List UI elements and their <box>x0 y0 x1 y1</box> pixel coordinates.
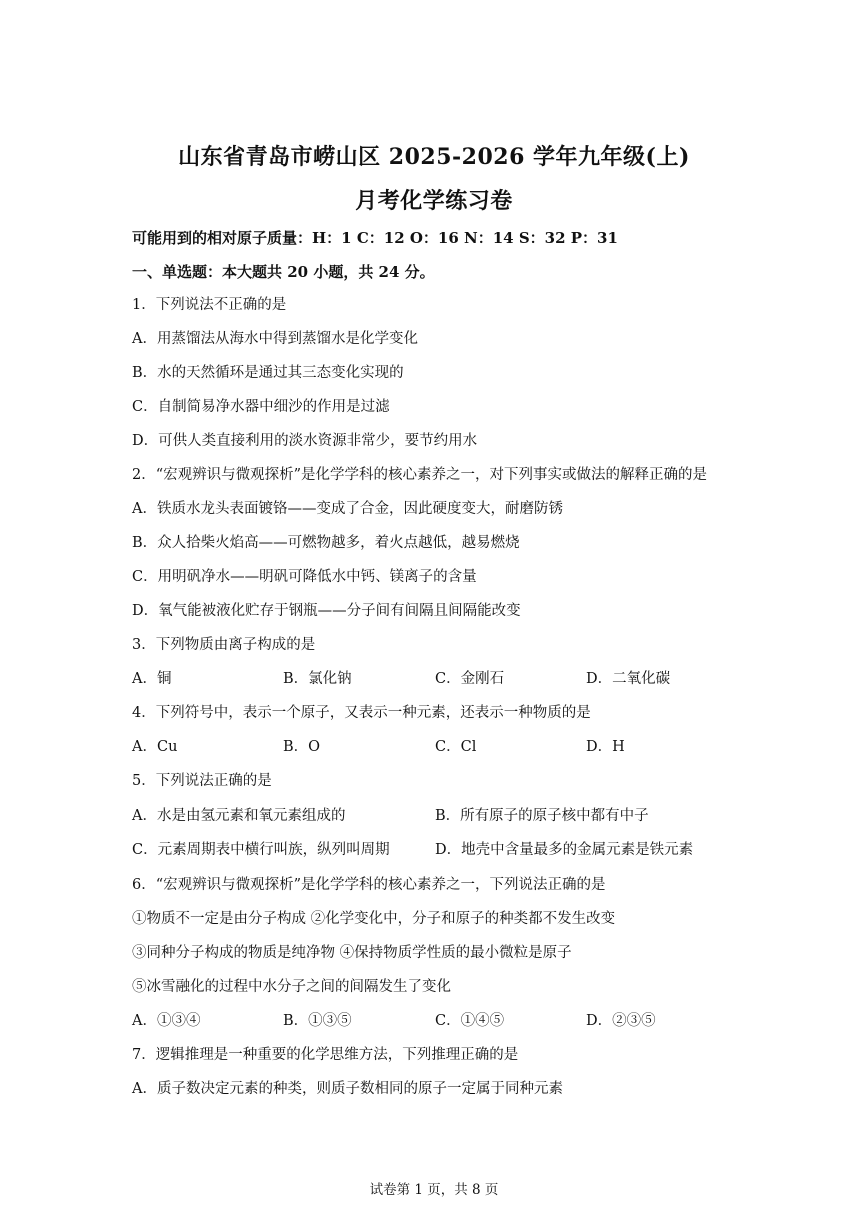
question-1-option-d: D．可供人类直接利用的淡水资源非常少，要节约用水 <box>132 433 478 449</box>
page-footer: 试卷第 1 页，共 8 页 <box>369 1182 499 1198</box>
question-1-option-c: C．自制简易净水器中细沙的作用是过滤 <box>132 399 390 415</box>
question-6-option-d: D．②③⑤ <box>586 1013 656 1029</box>
question-1-option-b: B．水的天然循环是通过其三态变化实现的 <box>132 365 404 381</box>
question-6-statements-3: ⑤冰雪融化的过程中水分子之间的间隔发生了变化 <box>132 979 451 995</box>
question-5-option-b: B．所有原子的原子核中都有中子 <box>435 808 649 824</box>
question-3-option-c: C．金刚石 <box>435 671 505 687</box>
question-7-option-a: A．质子数决定元素的种类，则质子数相同的原子一定属于同种元素 <box>132 1081 563 1097</box>
question-2-option-b: B．众人拾柴火焰高——可燃物越多，着火点越低，越易燃烧 <box>132 535 520 551</box>
question-3-option-d: D．二氧化碳 <box>586 671 671 687</box>
section-heading: 一、单选题：本大题共 20 小题，共 24 分。 <box>132 263 435 281</box>
question-5-option-a: A．水是由氢元素和氧元素组成的 <box>132 808 346 824</box>
question-5-option-d: D．地壳中含量最多的金属元素是铁元素 <box>435 842 694 858</box>
question-6-stem: 6．“宏观辨识与微观探析”是化学学科的核心素养之一，下列说法正确的是 <box>132 877 606 893</box>
question-7-stem: 7．逻辑推理是一种重要的化学思维方法，下列推理正确的是 <box>132 1047 519 1063</box>
question-6-statements-1: ①物质不一定是由分子构成 ②化学变化中，分子和原子的种类都不发生改变 <box>132 911 616 927</box>
question-4-option-d: D．H <box>586 739 625 755</box>
question-2-stem: 2．“宏观辨识与微观探析”是化学学科的核心素养之一，对下列事实或做法的解释正确的是 <box>132 467 708 483</box>
question-2-option-d: D．氧气能被液化贮存于钢瓶——分子间有间隔且间隔能改变 <box>132 603 521 619</box>
question-1-stem: 1．下列说法不正确的是 <box>132 297 287 313</box>
atomic-masses-note: 可能用到的相对原子质量：H：1 C：12 O：16 N：14 S：32 P：31 <box>132 229 618 247</box>
question-5-option-c: C．元素周期表中横行叫族，纵列叫周期 <box>132 842 390 858</box>
question-4-stem: 4．下列符号中，表示一个原子，又表示一种元素，还表示一种物质的是 <box>132 705 591 721</box>
question-5-stem: 5．下列说法正确的是 <box>132 773 272 789</box>
question-4-option-a: A．Cu <box>132 739 178 755</box>
question-6-option-a: A．①③④ <box>132 1013 201 1029</box>
exam-title-line1: 山东省青岛市崂山区 2025-2026 学年九年级(上) <box>178 144 690 170</box>
exam-title-line2: 月考化学练习卷 <box>355 188 513 214</box>
question-2-option-a: A．铁质水龙头表面镀铬——变成了合金，因此硬度变大，耐磨防锈 <box>132 501 563 517</box>
question-4-option-b: B．O <box>283 739 321 755</box>
question-3-option-a: A．铜 <box>132 671 172 687</box>
question-4-option-c: C．Cl <box>435 739 477 755</box>
question-6-statements-2: ③同种分子构成的物质是纯净物 ④保持物质学性质的最小微粒是原子 <box>132 945 572 961</box>
question-2-option-c: C．用明矾净水——明矾可降低水中钙、镁离子的含量 <box>132 569 477 585</box>
question-3-stem: 3．下列物质由离子构成的是 <box>132 637 316 653</box>
question-3-option-b: B．氯化钠 <box>283 671 352 687</box>
question-1-option-a: A．用蒸馏法从海水中得到蒸馏水是化学变化 <box>132 331 418 347</box>
question-6-option-b: B．①③⑤ <box>283 1013 352 1029</box>
question-6-option-c: C．①④⑤ <box>435 1013 505 1029</box>
